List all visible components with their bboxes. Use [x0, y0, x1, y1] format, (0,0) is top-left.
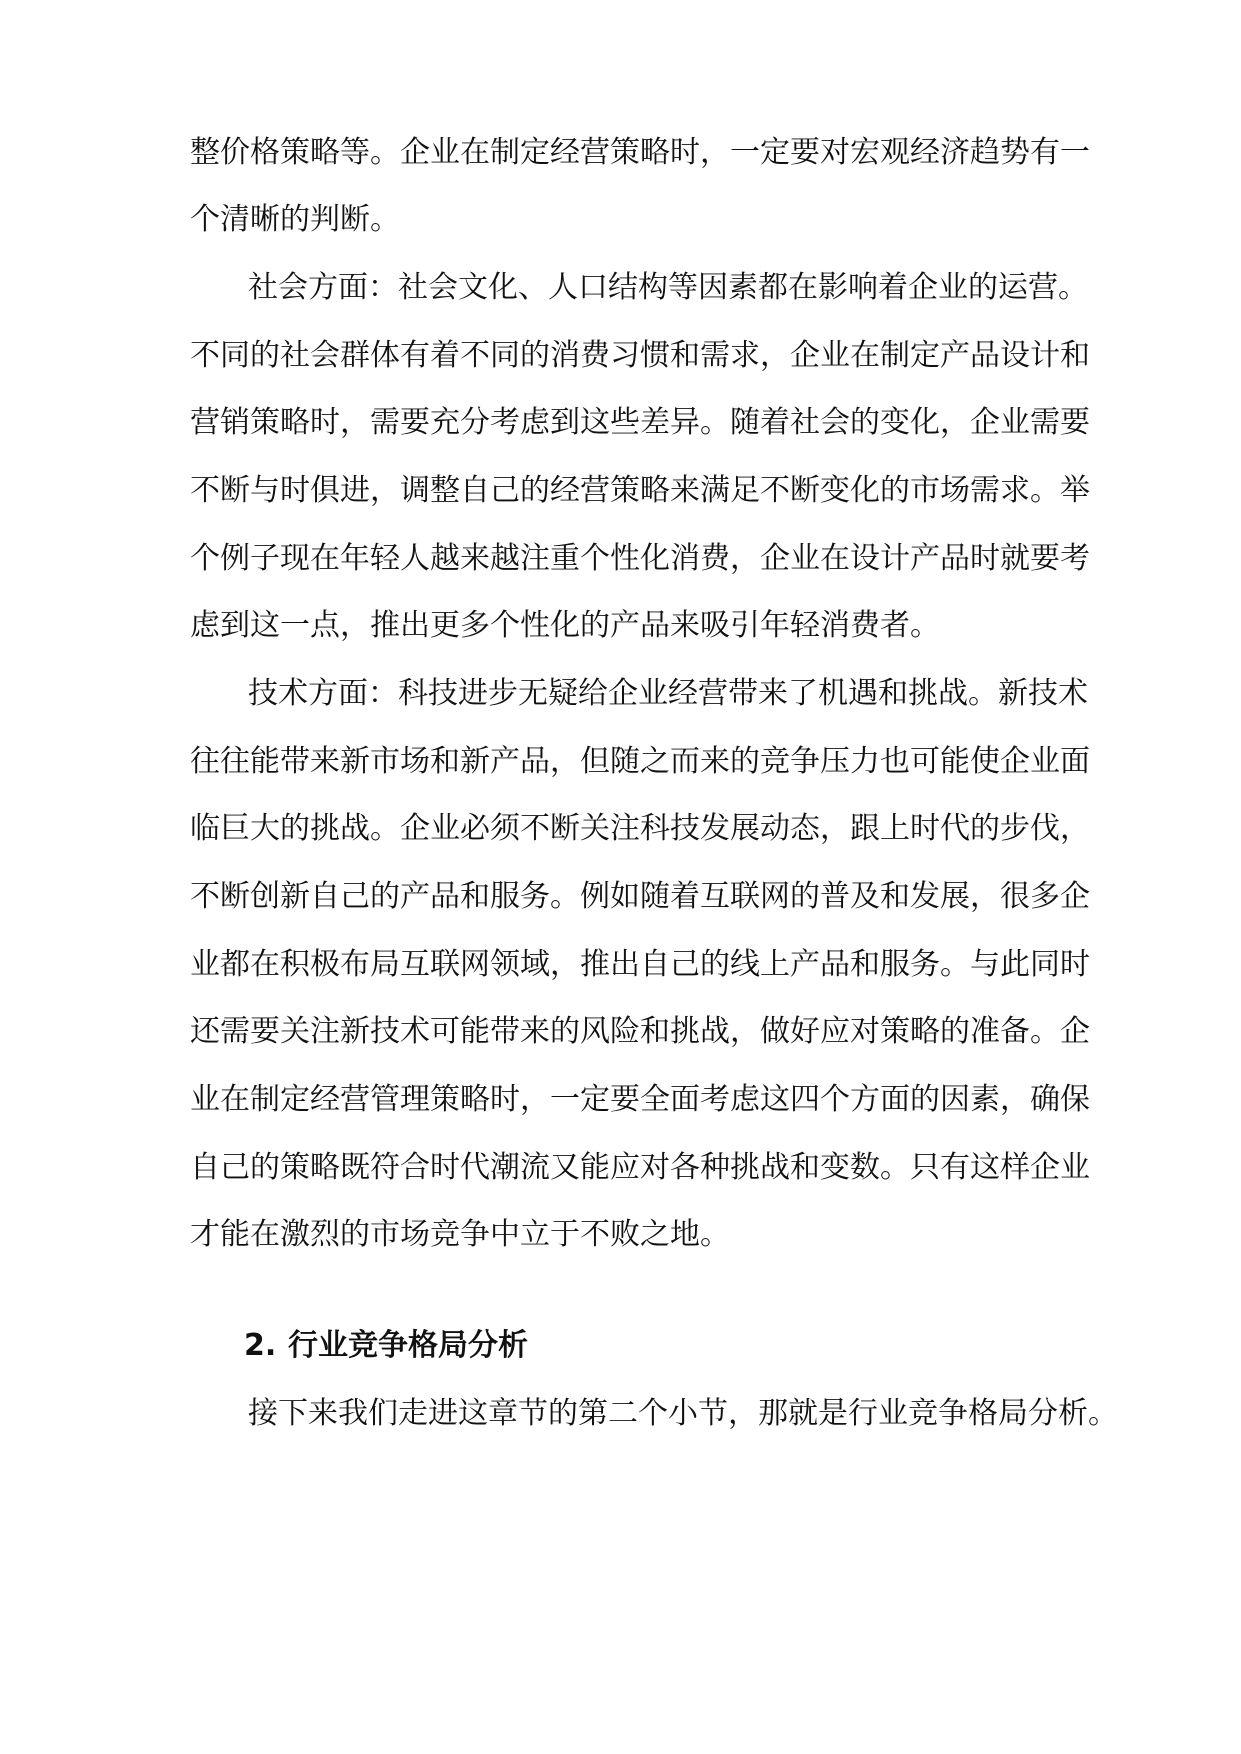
paragraph-line: 临巨大的挑战。企业必须不断关注科技发展动态，跟上时代的步伐， [190, 811, 1090, 846]
paragraph-line: 业在制定经营管理策略时，一定要全面考虑这四个方面的因素，确保 [190, 1082, 1090, 1117]
paragraph-line: 业都在积极布局互联网领域，推出自己的线上产品和服务。与此同时 [190, 947, 1090, 982]
paragraph-line: 自己的策略既符合时代潮流又能应对各种挑战和变数。只有这样企业 [190, 1150, 1090, 1185]
paragraph-line: 虑到这一点，推出更多个性化的产品来吸引年轻消费者。 [190, 608, 940, 643]
paragraph-line: 社会方面：社会文化、人口结构等因素都在影响着企业的运营。 [248, 270, 1088, 305]
paragraph-line: 不断创新自己的产品和服务。例如随着互联网的普及和发展，很多企 [190, 879, 1090, 914]
paragraph-line: 营销策略时，需要充分考虑到这些差异。随着社会的变化，企业需要 [190, 405, 1090, 440]
paragraph-line: 个清晰的判断。 [190, 202, 400, 237]
paragraph-line: 技术方面：科技进步无疑给企业经营带来了机遇和挑战。新技术 [248, 676, 1088, 711]
paragraph-line: 还需要关注新技术可能带来的风险和挑战，做好应对策略的准备。企 [190, 1014, 1090, 1049]
section-title: 行业竞争格局分析 [288, 1328, 528, 1363]
paragraph-line: 整价格策略等。企业在制定经营策略时，一定要对宏观经济趋势有一 [190, 135, 1090, 170]
paragraph-line: 才能在激烈的市场竞争中立于不败之地。 [190, 1217, 730, 1252]
section-heading [244, 1326, 528, 1366]
paragraph-line: 接下来我们走进这章节的第二个小节，那就是行业竞争格局分析。 [248, 1396, 1118, 1431]
paragraph-line: 个例子现在年轻人越来越注重个性化消费，企业在设计产品时就要考 [190, 541, 1090, 576]
paragraph-line: 往往能带来新市场和新产品，但随之而来的竞争压力也可能使企业面 [190, 744, 1090, 779]
section-number: 2. [244, 1328, 277, 1363]
paragraph-line: 不同的社会群体有着不同的消费习惯和需求，企业在制定产品设计和 [190, 338, 1090, 373]
paragraph-line: 不断与时俱进，调整自己的经营策略来满足不断变化的市场需求。举 [190, 473, 1090, 508]
